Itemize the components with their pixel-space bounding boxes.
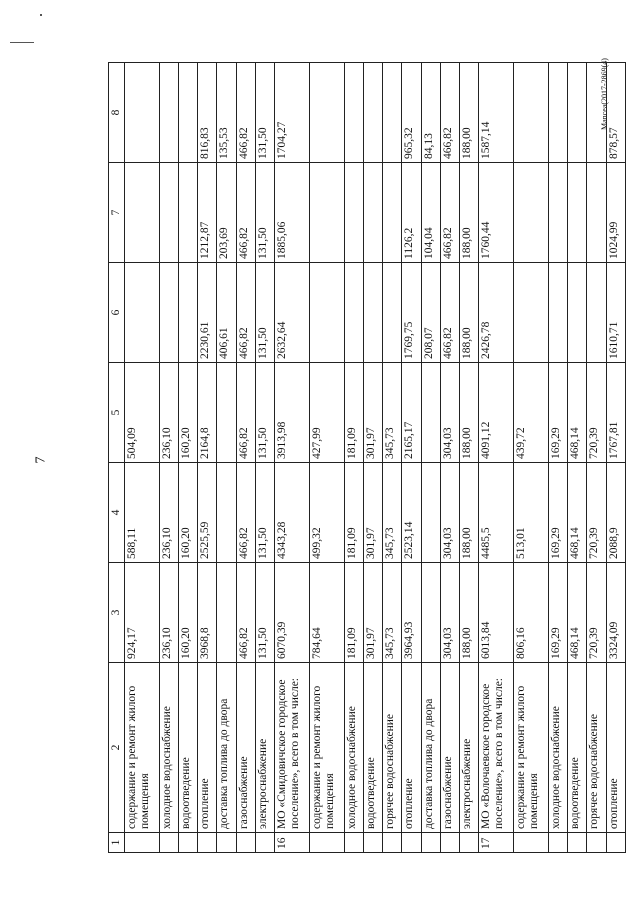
value-cell: 2165,17 <box>402 363 421 463</box>
row-label-cell: отопление <box>606 663 625 833</box>
value-cell: 466,82 <box>440 263 459 363</box>
table-row <box>606 63 625 853</box>
value-cell: 468,14 <box>568 463 587 563</box>
value-cell: 1610,71 <box>606 263 625 363</box>
value-cell: 513,01 <box>514 463 549 563</box>
row-number-cell <box>514 833 549 853</box>
value-cell: 2088,9 <box>606 463 625 563</box>
value-cell <box>309 263 344 363</box>
row-label-cell: холодное водоснабжение <box>344 663 363 833</box>
value-cell <box>159 63 178 163</box>
row-label-cell: водоотведение <box>364 663 383 833</box>
row-label-cell: МО «Волочаевское городское поселение», всего в том числе: <box>479 663 514 833</box>
row-label-cell: содержание и ремонт жилого помещения <box>309 663 344 833</box>
value-cell <box>421 463 440 563</box>
value-cell: 1212,87 <box>198 163 217 263</box>
value-cell <box>125 163 160 263</box>
value-cell: 301,97 <box>364 363 383 463</box>
value-cell: 236,10 <box>159 563 178 663</box>
row-number-cell <box>548 833 567 853</box>
row-number-cell <box>125 833 160 853</box>
value-cell <box>217 463 236 563</box>
value-cell: 2230,61 <box>198 263 217 363</box>
value-cell: 466,82 <box>236 163 255 263</box>
value-cell <box>344 163 363 263</box>
value-cell: 345,73 <box>383 363 402 463</box>
row-number-cell <box>309 833 344 853</box>
table-row <box>344 63 363 853</box>
value-cell <box>514 63 549 163</box>
value-cell: 181,09 <box>344 463 363 563</box>
value-cell: 468,14 <box>568 363 587 463</box>
value-cell <box>568 163 587 263</box>
value-cell: 160,20 <box>179 363 198 463</box>
value-cell: 188,00 <box>460 63 479 163</box>
value-cell: 345,73 <box>383 463 402 563</box>
value-cell <box>383 263 402 363</box>
value-cell: 345,73 <box>383 563 402 663</box>
value-cell: 160,20 <box>179 563 198 663</box>
scan-mark <box>10 42 34 43</box>
value-cell: 1760,44 <box>479 163 514 263</box>
document-reference: Mancea(2017-2869(4) <box>600 58 609 130</box>
value-cell: 4485,5 <box>479 463 514 563</box>
value-cell: 2523,14 <box>402 463 421 563</box>
table-row <box>568 63 587 853</box>
row-number-cell <box>606 833 625 853</box>
header-cell: 6 <box>109 263 125 363</box>
value-cell: 3913,98 <box>275 363 310 463</box>
value-cell: 188,00 <box>460 463 479 563</box>
value-cell: 3968,8 <box>198 563 217 663</box>
value-cell <box>587 163 606 263</box>
row-number-cell <box>344 833 363 853</box>
value-cell: 304,03 <box>440 363 459 463</box>
value-cell: 4091,12 <box>479 363 514 463</box>
value-cell <box>344 63 363 163</box>
value-cell: 131,50 <box>255 263 274 363</box>
row-number-cell <box>217 833 236 853</box>
value-cell: 188,00 <box>460 263 479 363</box>
value-cell: 720,39 <box>587 563 606 663</box>
value-cell: 131,50 <box>255 163 274 263</box>
value-cell: 499,32 <box>309 463 344 563</box>
row-number-cell: 16 <box>275 833 310 853</box>
value-cell: 181,09 <box>344 563 363 663</box>
value-cell <box>548 263 567 363</box>
row-number-cell <box>568 833 587 853</box>
table-row <box>159 63 178 853</box>
value-cell: 188,00 <box>460 163 479 263</box>
table-row <box>125 63 160 853</box>
row-number-cell <box>440 833 459 853</box>
row-label-cell: отопление <box>402 663 421 833</box>
table-row <box>309 63 344 853</box>
value-cell: 406,61 <box>217 263 236 363</box>
row-label-cell: доставка топлива до двора <box>421 663 440 833</box>
value-cell <box>364 63 383 163</box>
row-number-cell <box>236 833 255 853</box>
value-cell: 131,50 <box>255 363 274 463</box>
value-cell: 466,82 <box>236 63 255 163</box>
value-cell <box>383 63 402 163</box>
value-cell <box>587 263 606 363</box>
table-row <box>364 63 383 853</box>
value-cell <box>383 163 402 263</box>
value-cell: 878,57 <box>606 63 625 163</box>
value-cell <box>344 263 363 363</box>
table-row <box>421 63 440 853</box>
value-cell: 1885,06 <box>275 163 310 263</box>
value-cell: 188,00 <box>460 563 479 663</box>
value-cell: 301,97 <box>364 563 383 663</box>
value-cell: 1024,99 <box>606 163 625 263</box>
value-cell <box>421 363 440 463</box>
value-cell <box>548 63 567 163</box>
value-cell <box>587 63 606 163</box>
value-cell: 236,10 <box>159 463 178 563</box>
value-cell: 135,53 <box>217 63 236 163</box>
value-cell: 104,04 <box>421 163 440 263</box>
table-row <box>383 63 402 853</box>
row-label-cell: отопление <box>198 663 217 833</box>
value-cell: 131,50 <box>255 563 274 663</box>
table-row <box>440 63 459 853</box>
value-cell: 924,17 <box>125 563 160 663</box>
value-cell: 236,10 <box>159 363 178 463</box>
value-cell: 6013,84 <box>479 563 514 663</box>
value-cell <box>159 263 178 363</box>
value-cell: 181,09 <box>344 363 363 463</box>
row-number-cell <box>179 833 198 853</box>
table-row <box>548 63 567 853</box>
value-cell <box>421 563 440 663</box>
table-body <box>125 63 626 853</box>
value-cell: 784,64 <box>309 563 344 663</box>
value-cell: 84,13 <box>421 63 440 163</box>
header-cell: 8 <box>109 63 125 163</box>
row-label-cell: горячее водоснабжение <box>587 663 606 833</box>
row-number-cell <box>198 833 217 853</box>
value-cell: 160,20 <box>179 463 198 563</box>
value-cell: 2525,59 <box>198 463 217 563</box>
value-cell <box>568 263 587 363</box>
value-cell: 466,82 <box>236 563 255 663</box>
row-label-cell: газоснабжение <box>440 663 459 833</box>
value-cell: 1767,81 <box>606 363 625 463</box>
tariff-table <box>108 62 626 853</box>
value-cell <box>309 63 344 163</box>
value-cell: 2164,8 <box>198 363 217 463</box>
value-cell: 720,39 <box>587 463 606 563</box>
value-cell <box>125 263 160 363</box>
table-row <box>236 63 255 853</box>
header-cell: 2 <box>109 663 125 833</box>
header-cell: 1 <box>109 833 125 853</box>
row-label-cell: содержание и ремонт жилого помещения <box>514 663 549 833</box>
table-row <box>514 63 549 853</box>
value-cell <box>179 63 198 163</box>
row-label-cell: горячее водоснабжение <box>383 663 402 833</box>
header-cell: 4 <box>109 463 125 563</box>
value-cell: 1587,14 <box>479 63 514 163</box>
value-cell: 4343,28 <box>275 463 310 563</box>
value-cell: 504,09 <box>125 363 160 463</box>
value-cell: 468,14 <box>568 563 587 663</box>
value-cell: 466,82 <box>236 363 255 463</box>
value-cell: 466,82 <box>236 263 255 363</box>
value-cell: 1704,27 <box>275 63 310 163</box>
value-cell: 439,72 <box>514 363 549 463</box>
row-label-cell: электроснабжение <box>460 663 479 833</box>
value-cell: 131,50 <box>255 63 274 163</box>
value-cell: 1126,2 <box>402 163 421 263</box>
value-cell: 466,82 <box>440 163 459 263</box>
row-label-cell: электроснабжение <box>255 663 274 833</box>
row-label-cell: водоотведение <box>179 663 198 833</box>
value-cell: 131,50 <box>255 463 274 563</box>
value-cell <box>179 163 198 263</box>
page-number: 7 <box>33 456 49 464</box>
value-cell: 169,29 <box>548 463 567 563</box>
value-cell <box>179 263 198 363</box>
row-number-cell <box>159 833 178 853</box>
value-cell <box>364 163 383 263</box>
row-number-cell <box>383 833 402 853</box>
row-label-cell: холодное водоснабжение <box>548 663 567 833</box>
value-cell <box>217 563 236 663</box>
value-cell: 301,97 <box>364 463 383 563</box>
value-cell: 203,69 <box>217 163 236 263</box>
value-cell: 304,03 <box>440 563 459 663</box>
value-cell: 3964,93 <box>402 563 421 663</box>
value-cell: 720,39 <box>587 363 606 463</box>
value-cell: 3324,09 <box>606 563 625 663</box>
value-cell: 806,16 <box>514 563 549 663</box>
value-cell: 188,00 <box>460 363 479 463</box>
row-label-cell: содержание и ремонт жилого помещения <box>125 663 160 833</box>
value-cell <box>514 163 549 263</box>
row-number-cell <box>587 833 606 853</box>
row-number-cell <box>402 833 421 853</box>
value-cell: 466,82 <box>440 63 459 163</box>
value-cell: 427,99 <box>309 363 344 463</box>
value-cell: 6070,39 <box>275 563 310 663</box>
row-label-cell: холодное водоснабжение <box>159 663 178 833</box>
value-cell <box>217 363 236 463</box>
table-header-row <box>109 63 125 853</box>
value-cell: 1769,75 <box>402 263 421 363</box>
row-label-cell: газоснабжение <box>236 663 255 833</box>
value-cell: 466,82 <box>236 463 255 563</box>
value-cell: 169,29 <box>548 563 567 663</box>
row-number-cell <box>364 833 383 853</box>
table-row <box>460 63 479 853</box>
row-label-cell: МО «Смидовичское городское поселение», всего в том числе: <box>275 663 310 833</box>
value-cell: 588,11 <box>125 463 160 563</box>
row-label-cell: водоотведение <box>568 663 587 833</box>
header-cell: 3 <box>109 563 125 663</box>
value-cell: 816,83 <box>198 63 217 163</box>
value-cell <box>568 63 587 163</box>
value-cell <box>309 163 344 263</box>
value-cell: 169,29 <box>548 363 567 463</box>
header-cell: 5 <box>109 363 125 463</box>
row-label-cell: доставка топлива до двора <box>217 663 236 833</box>
scan-dot <box>40 14 42 16</box>
value-cell: 2426,78 <box>479 263 514 363</box>
table-row <box>179 63 198 853</box>
table-row <box>587 63 606 853</box>
row-number-cell <box>255 833 274 853</box>
value-cell: 2632,64 <box>275 263 310 363</box>
value-cell: 208,07 <box>421 263 440 363</box>
rotated-table-container <box>108 63 626 853</box>
value-cell <box>125 63 160 163</box>
table-row <box>275 63 310 853</box>
header-cell: 7 <box>109 163 125 263</box>
value-cell <box>548 163 567 263</box>
table-row <box>217 63 236 853</box>
row-number-cell <box>421 833 440 853</box>
row-number-cell <box>460 833 479 853</box>
value-cell <box>364 263 383 363</box>
table-row <box>479 63 514 853</box>
row-number-cell: 17 <box>479 833 514 853</box>
value-cell: 304,03 <box>440 463 459 563</box>
table-row <box>402 63 421 853</box>
table-row <box>255 63 274 853</box>
table-row <box>198 63 217 853</box>
value-cell <box>514 263 549 363</box>
value-cell: 965,32 <box>402 63 421 163</box>
value-cell <box>159 163 178 263</box>
